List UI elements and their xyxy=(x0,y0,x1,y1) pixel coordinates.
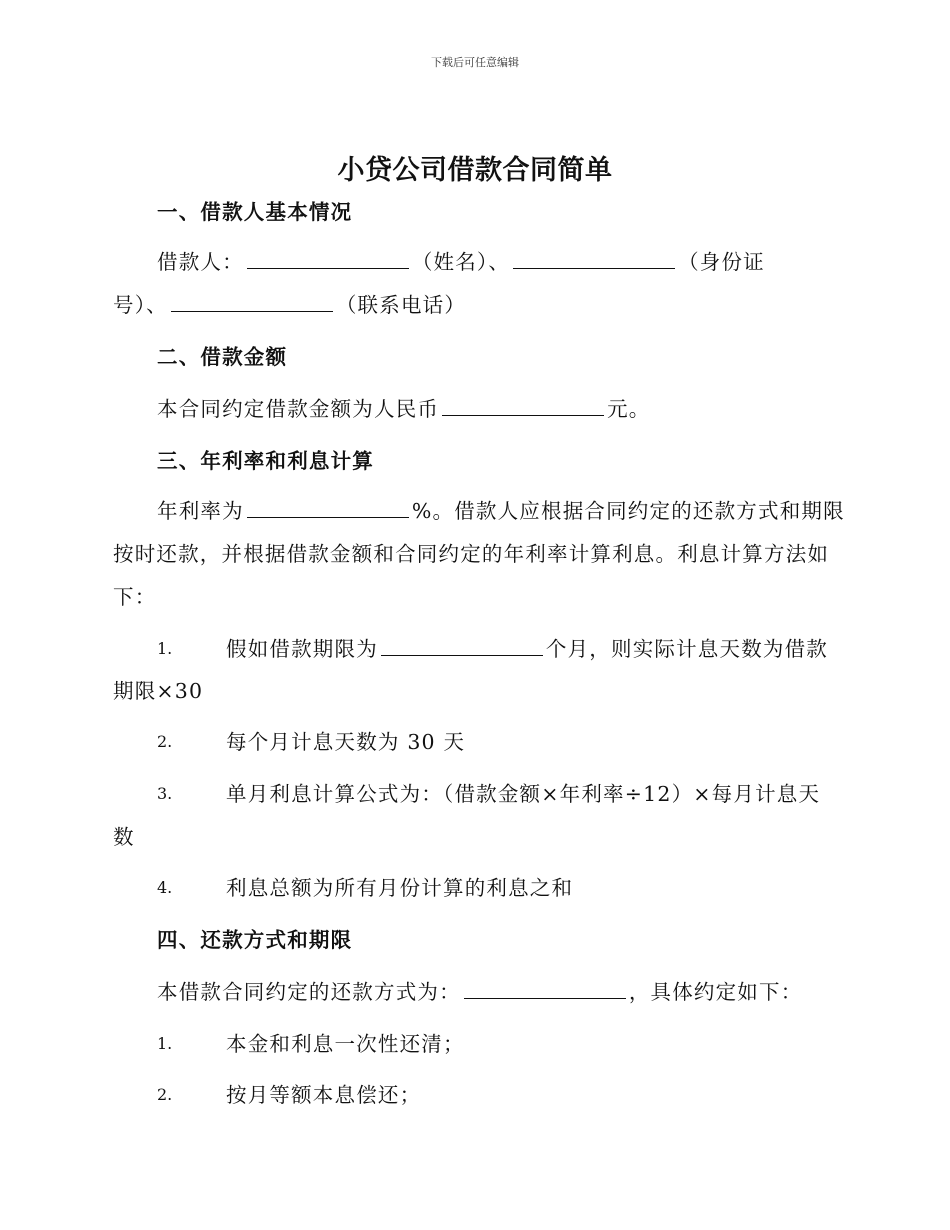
list-item-number: 1. xyxy=(157,639,173,658)
name-label: （姓名）、 xyxy=(411,250,511,274)
list-item-number: 2. xyxy=(157,732,173,751)
section2-line1 xyxy=(157,395,887,423)
list-item-text: 按月等额本息偿还； xyxy=(226,1083,422,1107)
section1-line1 xyxy=(157,248,887,276)
section4-heading: 四、还款方式和期限 xyxy=(157,928,353,952)
amount-blank[interactable] xyxy=(442,395,604,416)
list-item-text: 本金和利息一次性还清； xyxy=(226,1032,465,1056)
repay-method-blank[interactable] xyxy=(464,978,626,999)
section4-line1 xyxy=(157,978,887,1006)
id-label-cont: 号）、 xyxy=(113,293,168,317)
list-item-number: 4. xyxy=(157,878,173,897)
rate-text: %。借款人应根据合同约定的还款方式和期限 xyxy=(411,499,845,523)
list-item-text xyxy=(226,635,828,663)
list-item-number: 1. xyxy=(157,1034,173,1053)
term-text: 个月，则实际计息天数为借款 xyxy=(545,637,829,661)
id-blank[interactable] xyxy=(513,248,675,269)
rate-blank[interactable] xyxy=(247,497,409,518)
section3-line3: 下： xyxy=(113,585,157,609)
amount-unit: 元。 xyxy=(607,397,651,421)
amount-label: 本合同约定借款金额为人民币 xyxy=(157,397,440,421)
section3-line1 xyxy=(157,497,887,525)
section3-heading: 三、年利率和利息计算 xyxy=(157,449,374,473)
id-label: （身份证 xyxy=(678,250,765,274)
phone-blank[interactable] xyxy=(171,291,333,312)
repay-text: ，具体约定如下： xyxy=(628,980,803,1004)
list-item-number: 3. xyxy=(157,784,173,803)
header-note: 下载后可任意编辑 xyxy=(431,56,519,69)
list-item-text: 利息总额为所有月份计算的利息之和 xyxy=(226,876,574,900)
borrower-label: 借款人： xyxy=(157,250,244,274)
list-item-text: 每个月计息天数为 30 天 xyxy=(226,730,466,754)
name-blank[interactable] xyxy=(247,248,409,269)
list-item-continuation: 数 xyxy=(113,825,135,849)
repay-label: 本借款合同约定的还款方式为： xyxy=(157,980,461,1004)
rate-label: 年利率为 xyxy=(157,499,244,523)
document-title: 小贷公司借款合同简单 xyxy=(337,155,613,186)
term-label: 假如借款期限为 xyxy=(226,637,378,661)
list-item-text: 单月利息计算公式为：（借款金额×年利率÷12）×每月计息天 xyxy=(226,782,821,806)
section1-line2 xyxy=(113,291,843,319)
phone-label: （联系电话） xyxy=(335,293,467,317)
section2-heading: 二、借款金额 xyxy=(157,345,288,369)
list-item-continuation: 期限×30 xyxy=(113,679,204,703)
section3-line2: 按时还款，并根据借款金额和合同约定的年利率计算利息。利息计算方法如 xyxy=(113,542,830,566)
list-item-number: 2. xyxy=(157,1085,173,1104)
section1-heading: 一、借款人基本情况 xyxy=(157,200,353,224)
term-blank[interactable] xyxy=(381,635,543,656)
